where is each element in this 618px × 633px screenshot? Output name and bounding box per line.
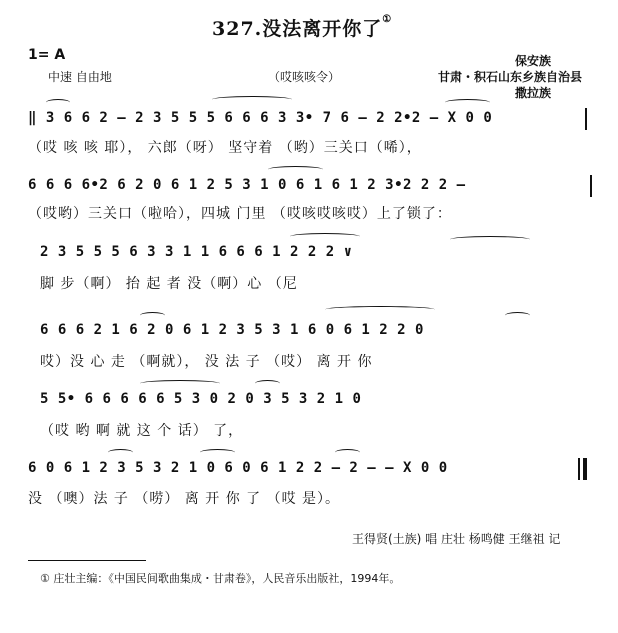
notation-line-3: 2 3 5 5 5 6 3 3 1 1 6 6 6 1 2 2 2 ∨ bbox=[40, 244, 353, 260]
performer-credits: 王得贤(土族) 唱 庄壮 杨鸣健 王继祖 记 bbox=[352, 532, 561, 546]
slur-mark bbox=[445, 99, 490, 106]
tempo-marking: 中速 自由地 bbox=[48, 70, 112, 84]
slur-mark bbox=[335, 449, 360, 456]
barline bbox=[585, 108, 587, 130]
lyrics-line-3: 脚 步（啊） 抬 起 者 没（啊）心 （尼 bbox=[40, 276, 298, 292]
notation-line-2: 6 6 6 6•2 6 2 0 6 1 2 5 3 1 0 6 1 6 1 2 3•2 2 2 — bbox=[28, 177, 466, 193]
ethnic-group-2: 撒拉族 bbox=[515, 86, 552, 100]
slur-mark bbox=[212, 96, 292, 103]
slur-mark bbox=[255, 380, 280, 387]
lyrics-line-2: （哎哟）三关口（啦哈），四城 门里 （哎咳哎咳哎）上了锁了： bbox=[28, 206, 452, 222]
slur-mark bbox=[325, 306, 435, 313]
footnote-rule bbox=[28, 560, 146, 561]
song-number: 327. bbox=[212, 18, 263, 40]
slur-mark bbox=[450, 236, 530, 243]
origin-place: 甘肃・积石山东乡族自治县 bbox=[438, 70, 583, 84]
slur-mark bbox=[505, 312, 530, 319]
notation-line-5: 5 5• 6 6 6 6 6 5 3 0 2 0 3 5 3 2 1 0 bbox=[40, 391, 362, 407]
lyrics-line-6: 没 （噢）法 子 （唠） 离 开 你 了 （哎 是）。 bbox=[28, 491, 341, 507]
slur-mark bbox=[290, 233, 360, 240]
notation-line-6: 6 0 6 1 2 3 5 3 2 1 0 6 0 6 1 2 2 — 2 — — X 0 0 bbox=[28, 460, 448, 476]
song-title bbox=[212, 14, 392, 41]
barline bbox=[590, 175, 592, 197]
song-name: 没法离开你了 bbox=[262, 18, 383, 40]
slur-mark bbox=[46, 99, 70, 106]
footnote-text: ① 庄壮主编：《中国民间歌曲集成・甘肃卷》，人民音乐出版社，1994年。 bbox=[40, 572, 401, 585]
ethnic-group: 保安族 bbox=[515, 54, 552, 68]
slur-mark bbox=[200, 449, 235, 456]
slur-mark bbox=[140, 312, 165, 319]
slur-mark bbox=[268, 166, 323, 173]
final-barline-thick bbox=[583, 458, 587, 480]
lyrics-line-4: 哎）没 心 走 （啊就）， 没 法 子 （哎） 离 开 你 bbox=[40, 354, 373, 370]
slur-mark bbox=[108, 449, 133, 456]
footnote-mark: ① bbox=[382, 14, 393, 25]
lyrics-line-1: （哎 咳 咳 耶）， 六郎（呀） 坚守着 （哟）三关口（唏）， bbox=[28, 140, 422, 156]
final-barline bbox=[578, 458, 580, 480]
song-subtitle: （哎咳咳令） bbox=[268, 70, 341, 84]
notation-line-4: 6 6 6 2 1 6 2 0 6 1 2 3 5 3 1 6 0 6 1 2 2 0 bbox=[40, 322, 424, 338]
lyrics-line-5: （哎 哟 啊 就 这 个 话） 了， bbox=[40, 423, 244, 439]
key-signature: 1= A bbox=[28, 47, 66, 63]
slur-mark bbox=[140, 380, 220, 387]
notation-line-1: ‖ 3 6 6 2 — 2 3 5 5 5 6 6 6 3 3• 7 6 — 2 2•2 — X 0 0 bbox=[28, 110, 493, 126]
